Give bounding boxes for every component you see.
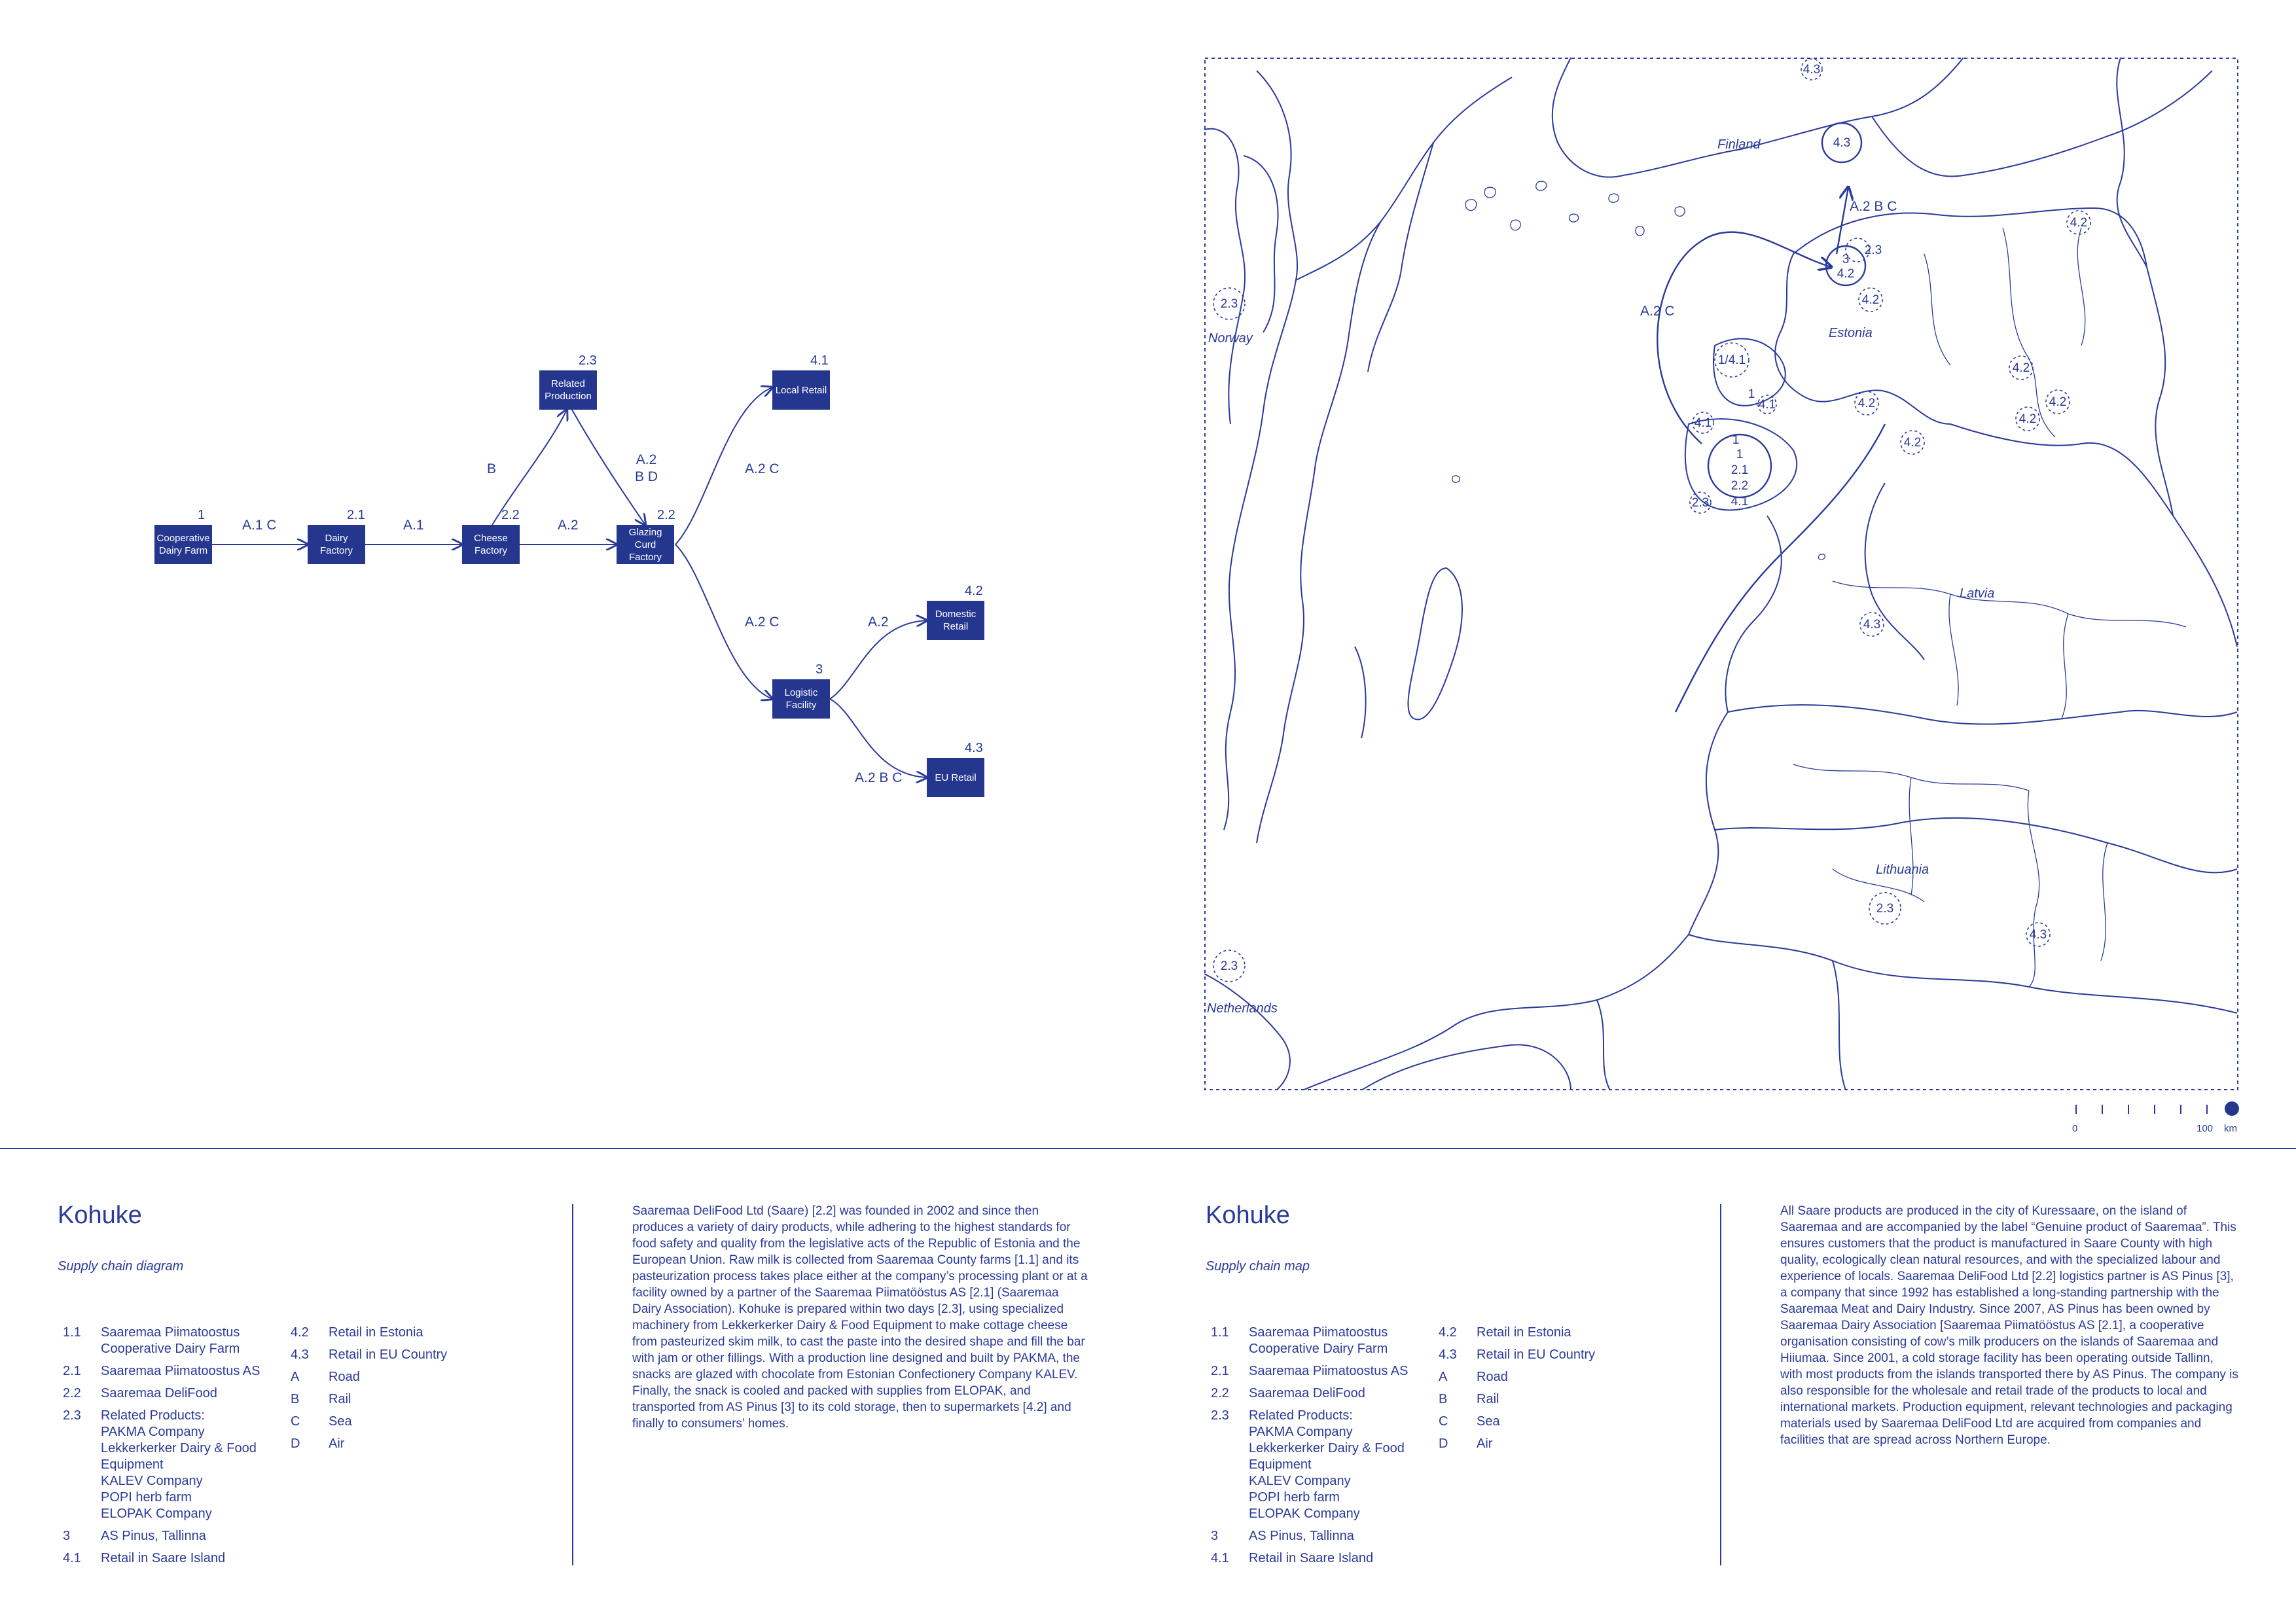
map-archipelago: [1452, 181, 1825, 560]
legend-text: Rail: [329, 1392, 351, 1406]
node-related-production[interactable]: [539, 370, 597, 410]
node-label: Related Production: [545, 378, 592, 402]
marker-label: 4.1: [1694, 416, 1712, 430]
legend-text: Retail in EU Country: [1477, 1347, 1596, 1362]
legend-text: Saaremaa DeliFood: [101, 1386, 217, 1400]
node-label: Dairy Factory: [319, 533, 353, 556]
legend-code: 2.1: [63, 1364, 81, 1378]
legend-code: 4.3: [291, 1347, 309, 1362]
country-label-estonia: Estonia: [1829, 326, 1873, 340]
map-marker-labels: [1221, 63, 2087, 973]
map-coastlines: [1204, 58, 2237, 1090]
legend-text: Related Products: PAKMA Company Lekkerkerker Dairy & Food Equipment KALEV Company POPI herb farm ELOPAK Company: [101, 1408, 257, 1521]
right-column-rule: [1720, 1204, 1721, 1565]
legend-text: Air: [329, 1436, 345, 1451]
hub-label: 3: [1842, 253, 1850, 266]
legend-code: 2.3: [63, 1408, 81, 1423]
legend-code: 4.2: [1439, 1325, 1457, 1340]
node-code: 4.3: [965, 741, 983, 755]
scale-zero: 0: [2072, 1123, 2078, 1134]
left-subtitle: Supply chain diagram: [58, 1259, 184, 1274]
legend-code: 2.2: [63, 1386, 81, 1400]
left-legend-col2: [291, 1325, 500, 1458]
legend-text: AS Pinus, Tallinna: [1249, 1529, 1354, 1543]
legend-text: Rail: [1477, 1392, 1499, 1406]
node-label: Logistic Facility: [784, 687, 818, 711]
legend-text: Retail in EU Country: [329, 1347, 448, 1362]
edge-label: A.2: [868, 615, 889, 630]
legend-text: Retail in Saare Island: [101, 1551, 226, 1565]
legend-code: A: [291, 1370, 300, 1384]
map-dashed-markers: [1213, 59, 2090, 982]
marker-label: 4.2: [2012, 361, 2030, 375]
marker-label: 4.1: [1758, 398, 1776, 412]
node-label: Cheese Factory: [474, 533, 508, 556]
map-route-labels: [1640, 199, 1897, 319]
marker-label: 2.3: [1876, 902, 1894, 916]
legend-text: Saaremaa Piimatoostus AS: [1249, 1364, 1408, 1378]
legend-text: Saaremaa Piimatoostus Cooperative Dairy Farm: [1249, 1325, 1388, 1356]
legend-text: Road: [329, 1370, 360, 1384]
marker-label: 2.3: [1220, 297, 1238, 311]
node-domestic-retail[interactable]: [927, 601, 984, 640]
node-code: 1: [198, 508, 206, 522]
country-label-latvia: Latvia: [1960, 586, 1995, 601]
legend-text: Air: [1477, 1436, 1493, 1451]
marker-label: 2.3: [1220, 959, 1238, 973]
country-label-lithuania: Lithuania: [1876, 863, 1929, 877]
left-column-rule: [572, 1204, 573, 1565]
node-code: 4.1: [810, 353, 829, 368]
legend-code: A: [1439, 1370, 1448, 1384]
marker-label: 4.3: [2029, 928, 2047, 942]
route-label: A.2 B C: [1850, 199, 1897, 214]
left-paragraph: Saaremaa DeliFood Ltd (Saare) [2.2] was founded in 2002 and since then produces a variety of dairy products, while adhering to the highest standards for food safety and quality from the legislative acts of the Republic of Estonia and the European Union. Raw milk is collected from Saaremaa County farms [1.1] and its pasteurization process takes place either at the company’s processing plant or at a facility owned by a partner of the Saaremaa Piimatööstus AS [2.1] (Saaremaa Dairy Association). Kohuke is prepared within two days [2.3], using specialized machinery from Lekkerkerker Dairy & Food Equipment to make cottage cheese from pasteurized skim milk, to cast the paste into the desired shape and fill the bar with jam or other fillings. With a production line designed and built by PAKMA, the snacks are glazed with chocolate from Estonian Confectionery Company KALEV. Finally, the snack is cooled and packed with supplies from ELOPAK, and transported from AS Pinus [3] to its cold storage, then to supermarkets [4.2] and finally to consumers’ homes.: [632, 1204, 1088, 1431]
edge-label: A.2: [558, 518, 579, 533]
route-saare-to-tallinn: [1657, 232, 1831, 444]
route-label: A.2 C: [1640, 304, 1675, 319]
legend-text: AS Pinus, Tallinna: [101, 1529, 206, 1543]
node-code: 2.2: [657, 508, 675, 522]
country-label-norway: Norway: [1208, 331, 1253, 346]
node-dairy-factory[interactable]: [308, 525, 365, 564]
right-title: Kohuke: [1206, 1202, 1290, 1229]
legend-code: C: [291, 1414, 300, 1429]
edge-label: A.1 C: [242, 518, 277, 533]
marker-label: 4.2: [1861, 293, 1880, 307]
edge-label: A.1: [403, 518, 424, 533]
legend-code: 4.1: [63, 1551, 81, 1565]
section-divider: [0, 1148, 2296, 1149]
hub-label: 4.2: [1837, 267, 1855, 281]
legend-text: Sea: [1477, 1414, 1500, 1429]
node-label: Domestic Retail: [935, 609, 977, 632]
node-label: Local Retail: [775, 384, 827, 396]
edge-logistic-to-domestic: [830, 620, 927, 699]
hub-label: 4.1: [1731, 495, 1749, 508]
node-glazing-curd-factory[interactable]: [617, 525, 674, 564]
legend-code: 1.1: [1211, 1325, 1229, 1340]
marker-label: 1: [1748, 387, 1755, 401]
marker-label: 2.3: [1691, 496, 1710, 510]
hub-label: 2.3: [1864, 243, 1882, 257]
legend-code: 1.1: [63, 1325, 81, 1340]
node-logistic-facility[interactable]: [772, 679, 830, 719]
node-code: 3: [816, 662, 823, 677]
legend-text: Related Products: PAKMA Company Lekkerkerker Dairy & Food Equipment KALEV Company POPI herb farm ELOPAK Company: [1249, 1408, 1405, 1521]
hub-label: 2.1: [1731, 463, 1749, 477]
right-subtitle: Supply chain map: [1206, 1259, 1310, 1274]
map-routes: [1657, 187, 1885, 712]
legend-text: Road: [1477, 1370, 1508, 1384]
map-scale-bar: [2068, 1097, 2245, 1123]
marker-label: 4.3: [1863, 618, 1881, 632]
legend-text: Retail in Estonia: [329, 1325, 423, 1340]
node-code: 2.3: [579, 353, 597, 368]
edge-label: A.2 B C: [855, 770, 903, 785]
legend-code: 4.1: [1211, 1551, 1229, 1565]
node-label: Cooperative Dairy Farm: [156, 533, 210, 556]
node-label: EU Retail: [935, 772, 977, 783]
legend-code: D: [1439, 1436, 1448, 1451]
legend-code: B: [1439, 1392, 1448, 1406]
legend-code: 2.2: [1211, 1386, 1229, 1400]
legend-text: Retail in Estonia: [1477, 1325, 1571, 1340]
legend-text: Saaremaa Piimatoostus AS: [101, 1364, 260, 1378]
edge-label: A.2 C: [745, 461, 780, 476]
edge-label: A.2 B D: [635, 452, 658, 484]
legend-code: 4.3: [1439, 1347, 1457, 1362]
marker-label: 1/4.1: [1717, 353, 1746, 367]
legend-code: 2.1: [1211, 1364, 1229, 1378]
hub-label: 2.2: [1731, 479, 1749, 493]
supply-chain-map: [1204, 58, 2238, 1090]
route-tallinn-to-finland: [1837, 187, 1848, 254]
right-legend-col1: [1211, 1325, 1433, 1573]
map-frame: [1205, 58, 2238, 1090]
marker-label: 4.3: [1803, 63, 1821, 77]
legend-code: 2.3: [1211, 1408, 1229, 1423]
node-local-retail[interactable]: [772, 370, 830, 410]
legend-text: Saaremaa Piimatoostus Cooperative Dairy Farm: [101, 1325, 240, 1356]
country-label-netherlands: Netherlands: [1207, 1001, 1278, 1016]
marker-label: 4.2: [2018, 412, 2037, 426]
legend-text: Sea: [329, 1414, 352, 1429]
node-code: 2.2: [501, 508, 520, 522]
legend-code: B: [291, 1392, 300, 1406]
edge-logistic-to-eu: [830, 699, 927, 777]
node-label: Glazing Curd Factory: [628, 526, 662, 563]
supply-chain-diagram-edges: [0, 0, 1047, 851]
legend-code: 3: [1211, 1529, 1219, 1543]
map-region-borders: [1793, 228, 2186, 987]
scale-max: 100: [2197, 1123, 2214, 1134]
marker-label: 1: [1732, 433, 1740, 447]
marker-label: 4.2: [1903, 436, 1922, 450]
left-title: Kohuke: [58, 1202, 142, 1229]
edge-label: B: [487, 461, 497, 476]
marker-label: 4.3: [1833, 136, 1851, 150]
right-legend-col2: [1439, 1325, 1648, 1458]
scale-unit: km: [2224, 1123, 2237, 1134]
legend-code: C: [1439, 1414, 1448, 1429]
legend-text: Saaremaa DeliFood: [1249, 1386, 1365, 1400]
edge-label: A.2 C: [745, 615, 780, 630]
route-saare-to-south: [1676, 424, 1885, 712]
node-eu-retail[interactable]: [927, 758, 984, 797]
marker-label: 4.2: [2049, 395, 2067, 409]
country-label-finland: Finland: [1717, 137, 1761, 152]
marker-label: 4.2: [2070, 216, 2088, 230]
node-cooperative-dairy-farm[interactable]: [154, 525, 212, 564]
legend-code: 3: [63, 1529, 71, 1543]
marker-label: 4.2: [1857, 397, 1876, 410]
right-paragraph: All Saare products are produced in the city of Kuressaare, on the island of Saaremaa and are accompanied by the label “Genuine product of Saaremaa”. This ensures customers that the product is manufactured in Saare County with high quality, ecologically clean natural resources, and with the specialized labour and experience of locals. Saaremaa DeliFood Ltd [2.2] logistics partner is AS Pinus [3], a company that since 1992 has established a long-standing partnership with the Saaremaa Meat and Dairy Industry. Since 2007, AS Pinus has been owned by Saaremaa Dairy Association [Saaremaa Piimatööstus AS [2.1], a cooperative organisation consisting of cow’s milk producers on the islands of Saaremaa and Hiiumaa. Since 2001, a cold storage facility has been operating outside Tallinn, with most products from the islands transported there by AS Pinus. The company is also responsible for the wholesale and retail trade of the products to local and international markets. Production equipment, relevant technologies and packaging materials used by Saaremaa DeliFood Ltd are acquired from companies and facilities that are spread across Northern Europe.: [1780, 1204, 2238, 1447]
node-code: 4.2: [965, 584, 983, 598]
legend-code: 4.2: [291, 1325, 309, 1340]
legend-code: D: [291, 1436, 300, 1451]
node-code: 2.1: [347, 508, 365, 522]
node-cheese-factory[interactable]: [462, 525, 520, 564]
left-legend-col1: [63, 1325, 285, 1573]
hub-label: 1: [1736, 448, 1744, 461]
legend-text: Retail in Saare Island: [1249, 1551, 1374, 1565]
